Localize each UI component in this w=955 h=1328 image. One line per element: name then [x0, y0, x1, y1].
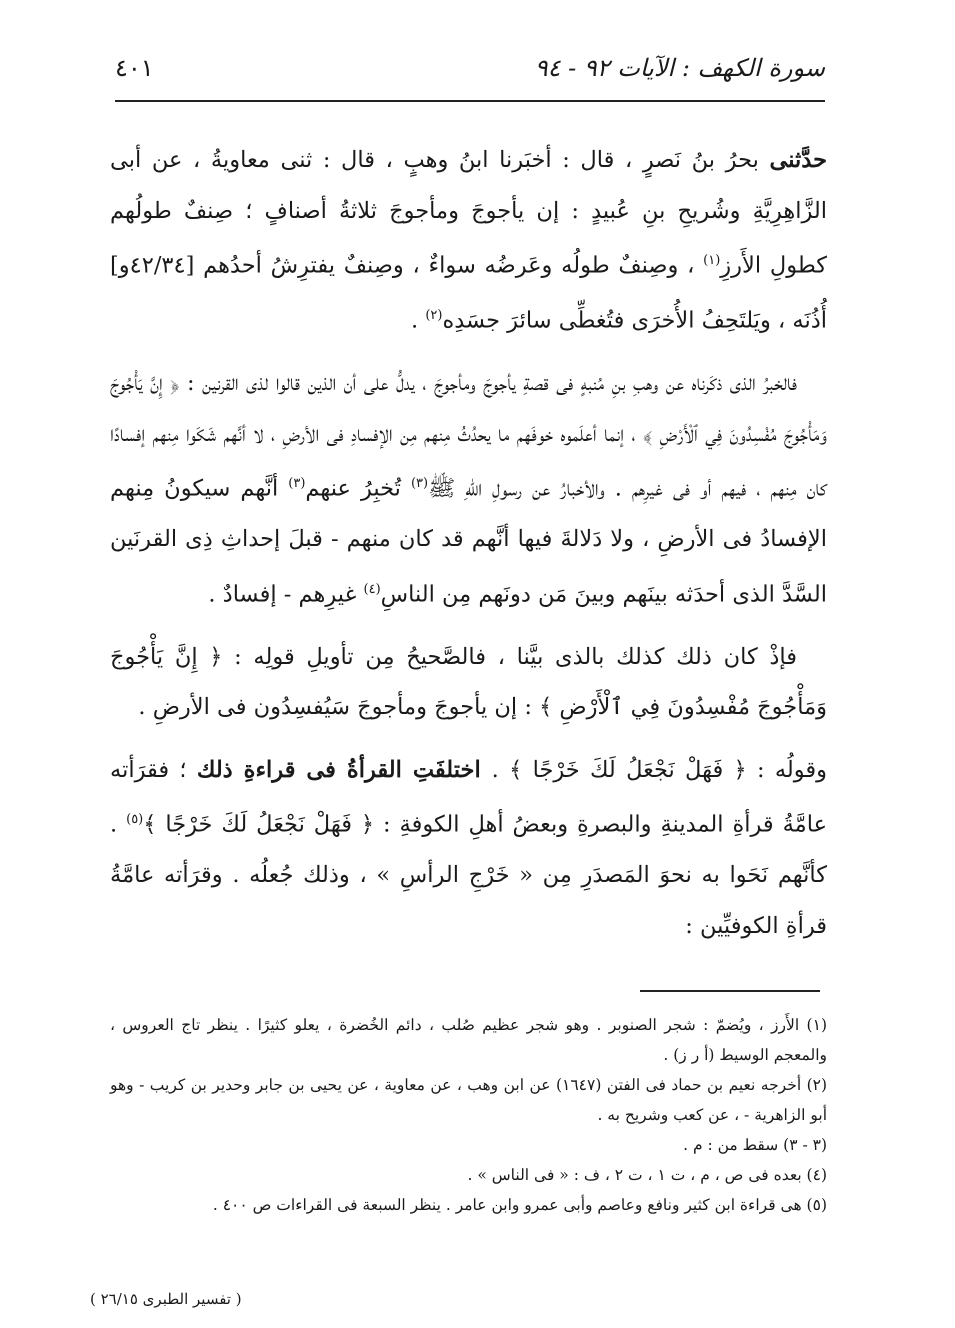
- paragraph-text: أنَّهم سيكونُ مِنهم الإفسادُ فى الأرضِ ، ولا دَلالةَ فيها أنَّهم قد كان منهم - قبلَ إحداثِ ذِى القرنَين السَّدَّ الذى أحدَثه بينَهم وبينَ مَن دونَهم مِن الناسِ: [110, 475, 827, 607]
- paragraph-4: [110, 745, 827, 952]
- main-text: [110, 135, 827, 963]
- paragraph-text: فإذْ كان ذلك كذلك بالذى بيَّنا ، فالصَّحيحُ مِن تأويلِ قولِه : ﴿ إِنَّ يَأْجُوجَ وَمَأْجُوجَ مُفْسِدُونَ فِي ٱلْأَرْضِ ﴾ : إن يأجوجَ ومأجوجَ سَيُفسِدُون فى الأرضِ .: [110, 643, 827, 720]
- footnote-1: (١) الأَرز ، ويُضمّ : شجر الصنوبر . وهو شجر عظيم صُلب ، دائم الخُضرة ، يعلو كثيرًا . ينظر تاج العروس ، والمعجم الوسيط (أ ر ز) .: [110, 1016, 827, 1064]
- footnote-marker: (١): [703, 253, 721, 268]
- footnote-rule: [640, 990, 820, 992]
- paragraph-text: .: [411, 307, 426, 334]
- paragraph-text: وقولُه : ﴿ فَهَلْ نَجْعَلُ لَكَ خَرْجًا ﴾ .: [491, 756, 827, 783]
- footnote-4: (٤) بعده فى ص ، م ، ت ١ ، ت ٢ ، ف : « فى الناس » .: [467, 1166, 827, 1184]
- paragraph-3: [110, 632, 827, 733]
- running-title: سورة الكهف : الآيات ٩٢ - ٩٤: [534, 54, 825, 82]
- page-number: ٤٠١: [115, 54, 154, 82]
- paragraph-2: [110, 358, 827, 620]
- footnote-marker: (٢): [425, 308, 443, 323]
- paragraph-1: [110, 135, 827, 346]
- paragraph-text: ؛ فقرَأته عامَّةُ قرأةِ المدينةِ والبصرةِ وبعضُ أهلِ الكوفةِ : ﴿ فَهَلْ نَجْعَلُ لَكَ خَرْجًا ﴾: [110, 756, 827, 838]
- paragraph-text: غيرِهم - إفسادٌ .: [208, 581, 364, 607]
- paragraph-text: بحرُ بنُ نَصرٍ ، قال : أخبَرنا ابنُ وهبٍ ، قال : ثنى معاويةُ ، عن أبى الزَّاهِرِيَّةِ وشُريحِ بنِ عُبيدٍ : إن يأجوجَ ومأجوجَ ثلاثةُ أصنافٍ ؛ صِنفٌ طولُهم كطولِ الأَرزِ: [110, 147, 827, 279]
- footnote-5: (٥) هى قراءة ابن كثير ونافع وعاصم وأبى عمرو وابن عامر . ينظر السبعة فى القراءات ص ٤٠٠ .: [212, 1196, 827, 1214]
- section-heading: اختلفَتِ القرأةُ فى قراءةِ ذلك: [196, 756, 492, 783]
- footnote-marker: (٣): [410, 476, 429, 491]
- paragraph-text: . كأنَّهم نَحَوا به نحوَ المَصدَرِ مِن « خَرْجِ الرأسِ » ، وذلك جُعلُه . وقرَأته عامَّةُ قرأةِ الكوفيِّين :: [110, 811, 827, 939]
- paragraph-text: فالخبرُ الذى ذكَرناه عن وهبِ بنِ مُنبهٍ فى قصةِ يأجوجَ ومأجوجَ ، يدلُّ على أن الذين قالوا لذى القرنين : ﴿ إِنَّ يَأْجُوجَ وَمَأْجُوجَ مُفْسِدُونَ فِي ٱلْأَرْضِ ﴾ ، إنما أعلَموه خوفَهم ما يحدُثُ مِنهم مِن الإفسادِ فى الأرضِ ، لا أنَّهم شَكَوا مِنهم إفسادًا كان مِنهم ، فيهم أو فى غيرِهم . والأخبارُ عن رسولِ اللهِ ﷺ: [110, 370, 828, 502]
- footnote-marker: (٤): [363, 581, 381, 597]
- paragraph-lead: حدَّثنى: [769, 147, 827, 173]
- footnote-marker: (٣): [288, 476, 306, 491]
- paragraph-text: ، وصِنفٌ طولُه وعَرضُه سواءٌ ، وصِنفٌ يفترِشُ أحدُهم [٤٢/٣٤و] أُذُنَه ، ويَلتَحِفُ الأُخرَى فتُغطِّى سائرَ جسَدِه: [110, 252, 827, 334]
- footnote-marker: (٥): [126, 812, 144, 827]
- paragraph-text: تُخبِرُ عنهم: [305, 475, 411, 502]
- footnote-3: (٣ - ٣) سقط من : م .: [683, 1136, 827, 1154]
- header-rule: [115, 100, 825, 102]
- footnote-2: (٢) أخرجه نعيم بن حماد فى الفتن (١٦٤٧) عن ابن وهب ، عن معاوية ، عن يحيى بن جابر وحدير بن كريب - وهو أبو الزاهرية - ، عن كعب وشريح به .: [110, 1076, 828, 1124]
- volume-footer: ( تفسير الطبرى ٢٦/١٥ ): [90, 1290, 242, 1308]
- running-head: [115, 48, 825, 88]
- footnotes: [110, 1010, 827, 1220]
